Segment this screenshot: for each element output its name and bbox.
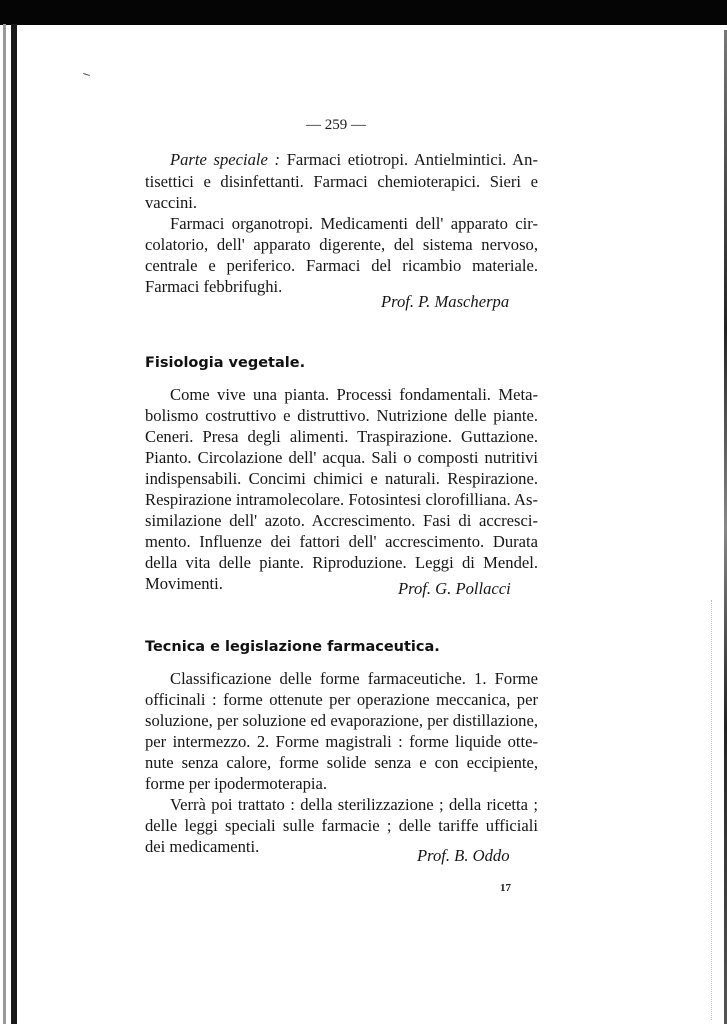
section-heading: Fisiologia vegetale. (145, 355, 306, 371)
author-signature: Prof. B. Oddo (417, 846, 510, 865)
paragraph-line: indispensabili. Concimi chimici e naturali. Respirazione. (145, 469, 538, 488)
paragraph-line: Farmaci febbrifughi. (145, 277, 283, 296)
paragraph-line: per intermezzo. 2. Forme magistrali : forme liquide otte- (145, 732, 538, 751)
paragraph-line: mento. Influenze dei fattori dell' accrescimento. Durata (145, 532, 538, 551)
paragraph-line: Verrà poi trattato : della sterilizzazione ; della ricetta ; (170, 795, 538, 814)
printer-signature-mark: 17 (500, 882, 511, 894)
paragraph-line: Come vive una pianta. Processi fondamentali. Meta- (170, 385, 538, 404)
scan-speck (83, 73, 90, 76)
paragraph-line: forme per ipodermoterapia. (145, 774, 327, 793)
paragraph-line: Respirazione intramolecolare. Fotosintesi clorofilliana. As- (145, 490, 538, 509)
paragraph-line: centrale e periferico. Farmaci del ricambio materiale. (145, 256, 538, 275)
paragraph-line: Classificazione delle forme farmaceutiche. 1. Forme (170, 669, 538, 688)
author-signature: Prof. P. Mascherpa (381, 292, 510, 311)
paragraph-line: Parte speciale : Farmaci etiotropi. Antielmintici. An- (170, 150, 538, 169)
paragraph-line: Ceneri. Presa degli alimenti. Traspirazione. Guttazione. (145, 427, 538, 446)
paragraph-line: Movimenti. (145, 574, 223, 593)
author-signature: Prof. G. Pollacci (398, 579, 511, 598)
lead-italic-label: Parte speciale : (170, 150, 281, 169)
paragraph-line: colatorio, dell' apparato digerente, del sistema nervoso, (145, 235, 538, 254)
scan-left-edge (11, 24, 17, 1024)
paragraph-line: tisettici e disinfettanti. Farmaci chemioterapici. Sieri e (145, 172, 538, 191)
paragraph-line: dei medicamenti. (145, 837, 260, 856)
paragraph-line: soluzione, per soluzione ed evaporazione, per distillazione, (145, 711, 538, 730)
paragraph-line: della vita delle piante. Riproduzione. Leggi di Mendel. (145, 553, 538, 572)
paragraph-line: vaccini. (145, 193, 198, 212)
section-heading: Tecnica e legislazione farmaceutica. (145, 639, 440, 655)
scan-top-border (0, 0, 727, 25)
paragraph-line: similazione dell' azoto. Accrescimento. Fasi di accresci- (145, 511, 538, 530)
scan-left-edge-outer (3, 24, 6, 1024)
page-number: — 259 — (306, 117, 366, 133)
paragraph-line: Farmaci organotropi. Medicamenti dell' apparato cir- (170, 214, 538, 233)
scan-right-dotted-line (711, 600, 713, 1020)
paragraph-line: nute senza calore, forme solide senza e con eccipiente, (145, 753, 538, 772)
paragraph-line: officinali : forme ottenute per operazione meccanica, per (145, 690, 538, 709)
paragraph-line: Pianto. Circolazione dell' acqua. Sali o composti nutritivi (145, 448, 538, 467)
paragraph-line: bolismo costruttivo e distruttivo. Nutrizione delle piante. (145, 406, 538, 425)
paragraph-line: delle leggi speciali sulle farmacie ; delle tariffe ufficiali (145, 816, 538, 835)
